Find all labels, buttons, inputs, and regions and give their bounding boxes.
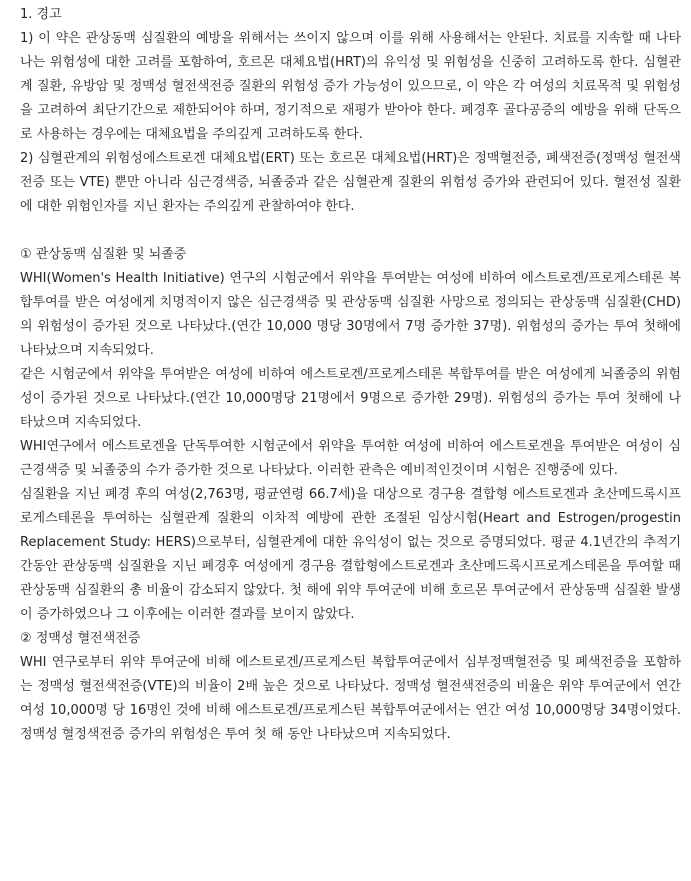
section-1-title: ① 관상동맥 심질환 및 뇌졸중 [20, 247, 187, 262]
warning-heading: 1. 경고 [20, 7, 62, 22]
section-1-paragraph-1: WHI(Women's Health Initiative) 연구의 시험군에서 위약을 투여받는 여성에 비하여 에스트로겐/프로게스테론 복합투여를 받은 여성에게 치명적이지 않은 심근경색증 및 관상동맥 심질환 사망으로 정의되는 관상동맥 심질환(CHD)의 위험성이 증가된 것으로 나타났다.(연간 10,000 명당 30명에서 7명 증가한 37명). 위험성의 증가는 투여 첫해에 나타났으며 지속되었다. [20, 271, 681, 358]
section-1-paragraph-3: WHI연구에서 에스트로겐을 단독투여한 시험군에서 위약을 투여한 여성에 비하여 에스트로겐을 투여받은 여성이 심근경색증 및 뇌졸중의 수가 증가한 것으로 나타났다. 이러한 관측은 예비적인것이며 시험은 진행중에 있다. [20, 439, 681, 478]
section-1-paragraph-4: 심질환을 지닌 폐경 후의 여성(2,763명, 평균연령 66.7세)을 대상으로 경구용 결합형 에스트로겐과 초산메드록시프로게스테론을 투여하는 심혈관계 질환의 이차적 예방에 관한 조절된 임상시험(Heart and Estrogen/progestin Replacement Study: HERS)으로부터, 심혈관계에 대한 유익성이 없는 것으로 증명되었다. 평균 4.1년간의 추적기간동안 관상동맥 심질환을 지닌 폐경후 여성에게 경구용 결합형에스트로겐과 초산메드록시프로게스테론을 투여할 때 관상동맥 심질환의 총 비율이 감소되지 않았다. 첫 해에 위약 투여군에 비해 호르몬 투여군에서 관상동맥 심질환 발생이 증가하였으나 그 이후에는 이러한 결과를 보이지 않았다. [20, 487, 681, 622]
warning-paragraph-1: 1) 이 약은 관상동맥 심질환의 예방을 위해서는 쓰이지 않으며 이를 위해 사용해서는 안된다. 치료를 지속할 때 나타나는 위험성에 대한 고려를 포함하여, 호르몬 대체요법(HRT)의 유익성 및 위험성을 신중히 고려하도록 한다. 심혈관계 질환, 유방암 및 정맥성 혈전색전증 질환의 위험성 증가 가능성이 있으므로, 이 약은 각 여성의 치료목적 및 위험성을 고려하여 최단기간으로 제한되어야 하며, 정기적으로 재평가 받아야 한다. 폐경후 골다공증의 예방을 위해 단독으로 사용하는 경우에는 대체요법을 주의깊게 고려하도록 한다. [20, 31, 681, 142]
section-1-paragraph-2: 같은 시험군에서 위약을 투여받은 여성에 비하여 에스트로겐/프로게스테론 복합투여를 받은 여성에게 뇌졸중의 위험성이 증가된 것으로 나타났다.(연간 10,000명당 21명에서 9명으로 증가한 29명). 위험성의 증가는 투여 첫해에 나타났으며 지속되었다. [20, 367, 681, 430]
section-spacer [20, 219, 681, 243]
warning-paragraph-2: 2) 심혈관계의 위험성에스트로겐 대체요법(ERT) 또는 호르몬 대체요법(HRT)은 정맥혈전증, 폐색전증(정맥성 혈전색전증 또는 VTE) 뿐만 아니라 심근경색증, 뇌졸중과 같은 심혈관계 질환의 위험성 증가와 관련되어 있다. 혈전성 질환에 대한 위험인자를 지닌 환자는 주의깊게 관찰하여야 한다. [20, 151, 681, 214]
section-2-paragraph-1: WHI 연구로부터 위약 투여군에 비해 에스트로겐/프로게스틴 복합투여군에서 심부정맥혈전증 및 폐색전증을 포함하는 정맥성 혈전색전증(VTE)의 비율이 2배 높은 것으로 나타났다. 정맥성 혈전색전증의 비율은 위약 투여군에서 연간 여성 10,000명 당 16명인 것에 비해 에스트로겐/프로게스틴 복합투여군에서는 연간 여성 10,000명당 34명이었다. 정맥성 혈정색전증 증가의 위험성은 투여 첫 해 동안 나타났으며 지속되었다. [20, 655, 681, 742]
section-2-title: ② 정맥성 혈전색전증 [20, 631, 141, 646]
